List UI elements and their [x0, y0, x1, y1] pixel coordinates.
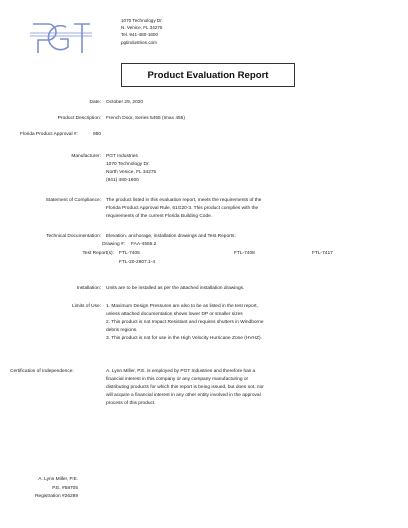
test-report: FTL-20-2807.1-4	[119, 260, 155, 265]
installation-text: Units are to be installed as per the attached installation drawings.	[106, 285, 245, 291]
test-report: FTL-7405	[119, 251, 140, 256]
manufacturer-label: Manufacturer:	[71, 154, 101, 159]
limits-line: 3. This product is not for use in the High Velocity Hurricane Zone (HVHZ).	[106, 335, 262, 341]
product-description-label: Product Description:	[57, 116, 101, 121]
independence-line: process of this product.	[106, 400, 156, 406]
company-address	[121, 17, 163, 46]
compliance-label: Statement of Compliance:	[45, 198, 101, 203]
report-title-text: Product Evaluation Report	[147, 69, 269, 81]
product-description-value: French Door, Series 5455 (Imax 455)	[106, 115, 185, 121]
compliance-text	[106, 197, 261, 221]
manufacturer-block	[106, 153, 156, 185]
manufacturer-line: North Venice, FL 34275	[106, 169, 157, 175]
independence-line: distributing products for which this report is being issued, but does not, nor	[106, 384, 264, 390]
limits-line: 1. Maximum Design Pressures are also to be as listed in the test report,	[106, 303, 258, 309]
address-line: 1070 Technology Dr.	[121, 18, 163, 23]
signature-block	[33, 476, 78, 502]
date-value: October 29, 2020	[106, 99, 144, 105]
test-report-label: Test Report(s):	[82, 251, 114, 256]
limits-label: Limits of Use:	[71, 304, 101, 309]
technical-label: Technical Documentation:	[46, 234, 101, 239]
pgt-logo	[30, 20, 92, 56]
limits-line: 2. This product is not Impact Resistant and requires shutters in Windborne	[106, 319, 264, 325]
phone-line: Tel. 941-480-1600	[121, 32, 159, 38]
independence-line: A. Lynn Miller, P.E. is employed by PGT Industries and therefore has a	[106, 368, 256, 374]
test-report: FTL-7408	[234, 251, 255, 256]
pe-number: P.E. #58705	[52, 485, 78, 491]
independence-text	[106, 368, 264, 408]
limits-line: debris regions.	[106, 327, 138, 333]
approval-number-label: Florida Product Approval #:	[20, 131, 78, 137]
drawing-value: FAA-4555.2	[131, 241, 157, 247]
compliance-line: The product listed in this evaluation report, meets the requirements of the	[106, 197, 262, 203]
installation-label: Installation:	[76, 286, 101, 291]
drawing-label: Drawing #:	[102, 241, 125, 247]
date-label: Date:	[89, 100, 101, 105]
limits-line: unless attached documentation shows lower DP or smaller sizes	[106, 311, 243, 317]
report-title	[121, 63, 295, 87]
limits-text	[106, 303, 264, 343]
independence-label: Certification of Independence:	[10, 369, 74, 374]
manufacturer-line: 1070 Technology Dr.	[106, 161, 150, 167]
test-report: FTL-7417	[312, 251, 333, 256]
technical-line: Elevation, anchorage, installation drawings and Test Reports:	[106, 233, 236, 239]
manufacturer-line: (941) 480-1600	[106, 177, 139, 183]
signature-name: A. Lynn Miller, P.E.	[38, 477, 78, 482]
independence-line: will acquire a financial interest in any other entity involved in the approval	[106, 392, 261, 398]
compliance-line: requirements of the current Florida Building Code.	[106, 213, 213, 219]
address-line: N. Venice, FL 34275	[121, 25, 163, 31]
website-line: pgtindustries.com	[121, 39, 158, 45]
registration-number: Registration #26289	[35, 494, 78, 500]
independence-line: financial interest in this company or any company manufacturing or	[106, 376, 249, 382]
approval-number-value: 950	[93, 131, 102, 137]
compliance-line: Florida Product Approval Rule, 61G20-3. This product complies with the	[106, 205, 259, 211]
manufacturer-line: PGT Industries	[106, 153, 138, 159]
